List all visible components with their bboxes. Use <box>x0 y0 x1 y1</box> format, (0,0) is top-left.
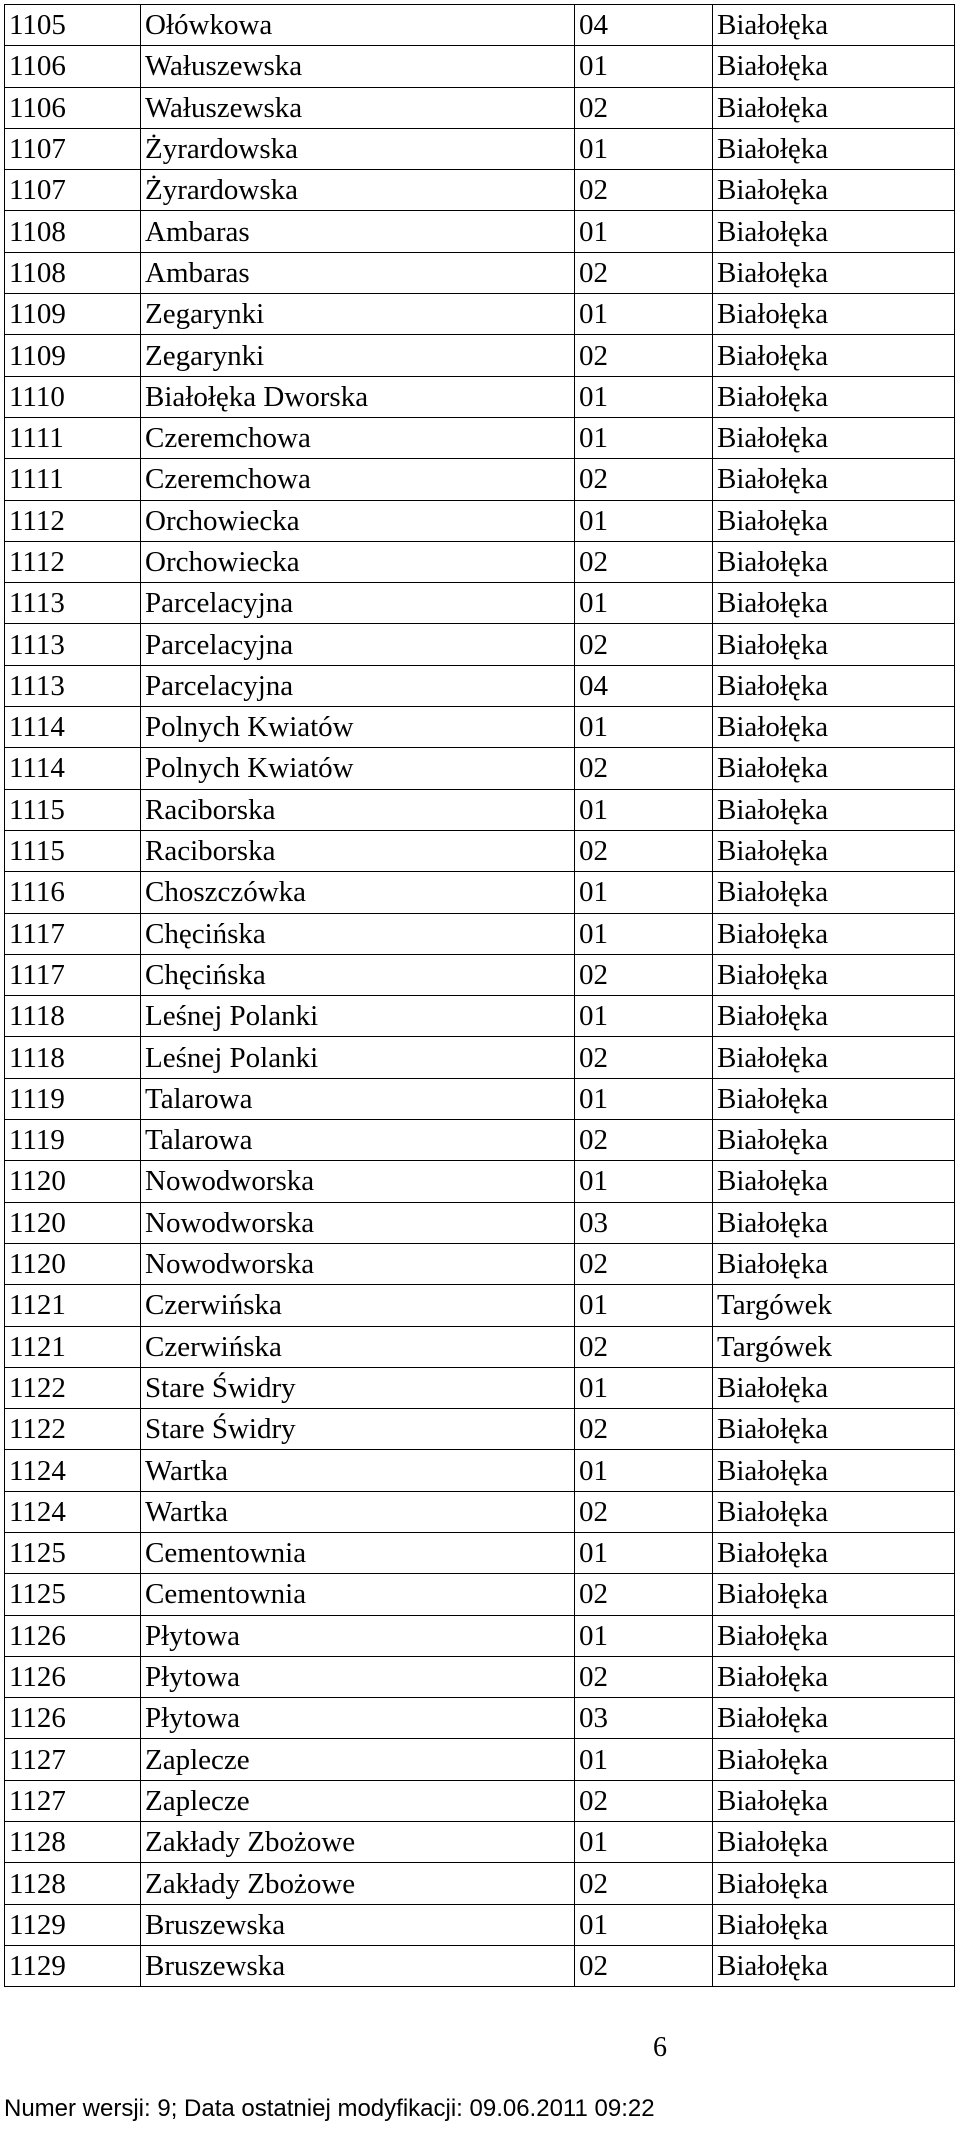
district-cell: Białołęka <box>713 583 955 624</box>
stop-code-cell: 1113 <box>5 583 141 624</box>
street-name-cell: Chęcińska <box>141 954 575 995</box>
post-number-cell: 01 <box>575 1532 713 1573</box>
district-cell: Białołęka <box>713 170 955 211</box>
stop-code-cell: 1124 <box>5 1450 141 1491</box>
stop-code-cell: 1108 <box>5 252 141 293</box>
stop-code-cell: 1125 <box>5 1532 141 1573</box>
stop-code-cell: 1109 <box>5 335 141 376</box>
table-row <box>5 1822 955 1863</box>
post-number-cell: 01 <box>575 1450 713 1491</box>
table-row <box>5 1450 955 1491</box>
post-number-cell: 01 <box>575 583 713 624</box>
district-cell: Białołęka <box>713 5 955 46</box>
stop-code-cell: 1114 <box>5 707 141 748</box>
street-name-cell: Bruszewska <box>141 1904 575 1945</box>
table-row <box>5 954 955 995</box>
street-name-cell: Płytowa <box>141 1615 575 1656</box>
stop-code-cell: 1107 <box>5 128 141 169</box>
stop-code-cell: 1115 <box>5 830 141 871</box>
post-number-cell: 02 <box>575 1409 713 1450</box>
stop-code-cell: 1109 <box>5 294 141 335</box>
street-name-cell: Wartka <box>141 1491 575 1532</box>
post-number-cell: 01 <box>575 1367 713 1408</box>
district-cell: Białołęka <box>713 624 955 665</box>
street-name-cell: Płytowa <box>141 1656 575 1697</box>
district-cell: Białołęka <box>713 1243 955 1284</box>
stop-code-cell: 1125 <box>5 1574 141 1615</box>
post-number-cell: 01 <box>575 128 713 169</box>
table-row <box>5 87 955 128</box>
street-name-cell: Zakłady Zbożowe <box>141 1822 575 1863</box>
street-name-cell: Leśnej Polanki <box>141 996 575 1037</box>
post-number-cell: 01 <box>575 913 713 954</box>
street-name-cell: Zakłady Zbożowe <box>141 1863 575 1904</box>
district-cell: Białołęka <box>713 1037 955 1078</box>
stop-code-cell: 1127 <box>5 1739 141 1780</box>
post-number-cell: 01 <box>575 996 713 1037</box>
district-cell: Białołęka <box>713 252 955 293</box>
post-number-cell: 03 <box>575 1202 713 1243</box>
table-row <box>5 665 955 706</box>
post-number-cell: 01 <box>575 46 713 87</box>
post-number-cell: 02 <box>575 252 713 293</box>
street-name-cell: Raciborska <box>141 830 575 871</box>
district-cell: Białołęka <box>713 128 955 169</box>
street-name-cell: Czeremchowa <box>141 459 575 500</box>
district-cell: Białołęka <box>713 1078 955 1119</box>
street-name-cell: Talarowa <box>141 1078 575 1119</box>
stop-code-cell: 1129 <box>5 1904 141 1945</box>
street-name-cell: Stare Świdry <box>141 1367 575 1408</box>
table-row <box>5 624 955 665</box>
street-name-cell: Orchowiecka <box>141 500 575 541</box>
stop-code-cell: 1120 <box>5 1202 141 1243</box>
post-number-cell: 02 <box>575 1780 713 1821</box>
district-cell: Białołęka <box>713 376 955 417</box>
district-cell: Białołęka <box>713 459 955 500</box>
post-number-cell: 02 <box>575 335 713 376</box>
table-row <box>5 1037 955 1078</box>
table-row <box>5 252 955 293</box>
district-cell: Białołęka <box>713 1532 955 1573</box>
district-cell: Białołęka <box>713 1367 955 1408</box>
district-cell: Białołęka <box>713 1656 955 1697</box>
table-row <box>5 1739 955 1780</box>
street-name-cell: Żyrardowska <box>141 170 575 211</box>
post-number-cell: 02 <box>575 1574 713 1615</box>
table-row <box>5 500 955 541</box>
stop-code-cell: 1115 <box>5 789 141 830</box>
district-cell: Białołęka <box>713 1615 955 1656</box>
table-row <box>5 1326 955 1367</box>
district-cell: Białołęka <box>713 707 955 748</box>
table-row <box>5 789 955 830</box>
street-name-cell: Zaplecze <box>141 1780 575 1821</box>
post-number-cell: 02 <box>575 1491 713 1532</box>
post-number-cell: 01 <box>575 1285 713 1326</box>
table-row <box>5 1532 955 1573</box>
street-name-cell: Polnych Kwiatów <box>141 707 575 748</box>
street-name-cell: Nowodworska <box>141 1202 575 1243</box>
street-name-cell: Orchowiecka <box>141 541 575 582</box>
stop-code-cell: 1118 <box>5 1037 141 1078</box>
district-cell: Białołęka <box>713 335 955 376</box>
street-name-cell: Raciborska <box>141 789 575 830</box>
district-cell: Białołęka <box>713 1904 955 1945</box>
post-number-cell: 01 <box>575 872 713 913</box>
district-cell: Białołęka <box>713 294 955 335</box>
district-cell: Białołęka <box>713 913 955 954</box>
table-row <box>5 707 955 748</box>
stop-code-cell: 1112 <box>5 500 141 541</box>
table-row <box>5 1863 955 1904</box>
post-number-cell: 01 <box>575 1161 713 1202</box>
street-name-cell: Ambaras <box>141 252 575 293</box>
table-row <box>5 1780 955 1821</box>
post-number-cell: 01 <box>575 1078 713 1119</box>
district-cell: Targówek <box>713 1285 955 1326</box>
table-row <box>5 1945 955 1986</box>
stop-code-cell: 1120 <box>5 1161 141 1202</box>
table-row <box>5 1367 955 1408</box>
table-row <box>5 1656 955 1697</box>
district-cell: Białołęka <box>713 1409 955 1450</box>
post-number-cell: 02 <box>575 1656 713 1697</box>
table-row <box>5 128 955 169</box>
street-name-cell: Czeremchowa <box>141 417 575 458</box>
table-row <box>5 46 955 87</box>
table-row <box>5 1574 955 1615</box>
post-number-cell: 01 <box>575 1822 713 1863</box>
table-row <box>5 1161 955 1202</box>
district-cell: Białołęka <box>713 748 955 789</box>
street-name-cell: Cementownia <box>141 1574 575 1615</box>
street-name-cell: Ambaras <box>141 211 575 252</box>
table-row <box>5 583 955 624</box>
district-cell: Białołęka <box>713 1202 955 1243</box>
street-name-cell: Zegarynki <box>141 335 575 376</box>
stop-code-cell: 1108 <box>5 211 141 252</box>
street-name-cell: Parcelacyjna <box>141 665 575 706</box>
table-row <box>5 541 955 582</box>
street-name-cell: Ołówkowa <box>141 5 575 46</box>
post-number-cell: 01 <box>575 1739 713 1780</box>
post-number-cell: 02 <box>575 748 713 789</box>
table-row <box>5 294 955 335</box>
stop-code-cell: 1128 <box>5 1863 141 1904</box>
district-cell: Białołęka <box>713 500 955 541</box>
post-number-cell: 01 <box>575 376 713 417</box>
street-name-cell: Nowodworska <box>141 1161 575 1202</box>
post-number-cell: 02 <box>575 541 713 582</box>
post-number-cell: 02 <box>575 1120 713 1161</box>
post-number-cell: 02 <box>575 170 713 211</box>
table-row <box>5 1491 955 1532</box>
district-cell: Białołęka <box>713 1739 955 1780</box>
stop-code-cell: 1107 <box>5 170 141 211</box>
street-name-cell: Choszczówka <box>141 872 575 913</box>
district-cell: Białołęka <box>713 954 955 995</box>
district-cell: Białołęka <box>713 1120 955 1161</box>
stop-code-cell: 1111 <box>5 459 141 500</box>
table-row <box>5 1615 955 1656</box>
table-row <box>5 1409 955 1450</box>
stop-code-cell: 1121 <box>5 1285 141 1326</box>
page-number: 6 <box>653 2032 667 2063</box>
street-name-cell: Zaplecze <box>141 1739 575 1780</box>
district-cell: Białołęka <box>713 1780 955 1821</box>
post-number-cell: 01 <box>575 1615 713 1656</box>
post-number-cell: 02 <box>575 1037 713 1078</box>
street-name-cell: Cementownia <box>141 1532 575 1573</box>
district-cell: Białołęka <box>713 1863 955 1904</box>
stop-code-cell: 1113 <box>5 624 141 665</box>
post-number-cell: 02 <box>575 87 713 128</box>
district-cell: Białołęka <box>713 872 955 913</box>
district-cell: Białołęka <box>713 1161 955 1202</box>
table-row <box>5 211 955 252</box>
stop-code-cell: 1112 <box>5 541 141 582</box>
post-number-cell: 01 <box>575 789 713 830</box>
post-number-cell: 02 <box>575 830 713 871</box>
street-name-cell: Leśnej Polanki <box>141 1037 575 1078</box>
street-name-cell: Płytowa <box>141 1698 575 1739</box>
stop-code-cell: 1117 <box>5 913 141 954</box>
stop-code-cell: 1122 <box>5 1409 141 1450</box>
post-number-cell: 02 <box>575 459 713 500</box>
district-cell: Białołęka <box>713 417 955 458</box>
post-number-cell: 01 <box>575 500 713 541</box>
table-row <box>5 5 955 46</box>
district-cell: Białołęka <box>713 1491 955 1532</box>
post-number-cell: 02 <box>575 1945 713 1986</box>
table-row <box>5 996 955 1037</box>
post-number-cell: 02 <box>575 1863 713 1904</box>
street-name-cell: Bruszewska <box>141 1945 575 1986</box>
post-number-cell: 02 <box>575 624 713 665</box>
post-number-cell: 04 <box>575 5 713 46</box>
stop-code-cell: 1129 <box>5 1945 141 1986</box>
stop-code-cell: 1121 <box>5 1326 141 1367</box>
district-cell: Białołęka <box>713 996 955 1037</box>
stop-code-cell: 1120 <box>5 1243 141 1284</box>
district-cell: Białołęka <box>713 830 955 871</box>
post-number-cell: 02 <box>575 954 713 995</box>
street-name-cell: Czerwińska <box>141 1285 575 1326</box>
post-number-cell: 01 <box>575 417 713 458</box>
stop-code-cell: 1127 <box>5 1780 141 1821</box>
post-number-cell: 01 <box>575 1904 713 1945</box>
stop-code-cell: 1126 <box>5 1615 141 1656</box>
table-row <box>5 1243 955 1284</box>
stop-code-cell: 1118 <box>5 996 141 1037</box>
street-name-cell: Parcelacyjna <box>141 624 575 665</box>
district-cell: Białołęka <box>713 541 955 582</box>
stop-code-cell: 1126 <box>5 1698 141 1739</box>
post-number-cell: 03 <box>575 1698 713 1739</box>
street-name-cell: Chęcińska <box>141 913 575 954</box>
street-name-cell: Wartka <box>141 1450 575 1491</box>
street-name-cell: Zegarynki <box>141 294 575 335</box>
table-row <box>5 1698 955 1739</box>
table-row <box>5 1285 955 1326</box>
street-name-cell: Żyrardowska <box>141 128 575 169</box>
district-cell: Białołęka <box>713 211 955 252</box>
district-cell: Białołęka <box>713 789 955 830</box>
street-name-cell: Nowodworska <box>141 1243 575 1284</box>
stop-code-cell: 1116 <box>5 872 141 913</box>
stop-code-cell: 1126 <box>5 1656 141 1697</box>
stop-code-cell: 1122 <box>5 1367 141 1408</box>
table-row <box>5 748 955 789</box>
stop-code-cell: 1105 <box>5 5 141 46</box>
district-cell: Białołęka <box>713 87 955 128</box>
version-footer: Numer wersji: 9; Data ostatniej modyfikacji: 09.06.2011 09:22 <box>4 2095 655 2122</box>
district-cell: Białołęka <box>713 1574 955 1615</box>
table-row <box>5 376 955 417</box>
district-cell: Białołęka <box>713 1822 955 1863</box>
table-row <box>5 1904 955 1945</box>
street-name-cell: Polnych Kwiatów <box>141 748 575 789</box>
stop-code-cell: 1110 <box>5 376 141 417</box>
post-number-cell: 02 <box>575 1326 713 1367</box>
table-row <box>5 417 955 458</box>
street-name-cell: Czerwińska <box>141 1326 575 1367</box>
district-cell: Białołęka <box>713 1945 955 1986</box>
stop-code-cell: 1113 <box>5 665 141 706</box>
post-number-cell: 01 <box>575 211 713 252</box>
stop-code-cell: 1106 <box>5 46 141 87</box>
stop-code-cell: 1119 <box>5 1120 141 1161</box>
stops-table-body <box>5 5 955 1987</box>
district-cell: Białołęka <box>713 665 955 706</box>
table-row <box>5 335 955 376</box>
table-row <box>5 1120 955 1161</box>
stop-code-cell: 1114 <box>5 748 141 789</box>
stop-code-cell: 1124 <box>5 1491 141 1532</box>
stop-code-cell: 1111 <box>5 417 141 458</box>
table-row <box>5 913 955 954</box>
stop-code-cell: 1119 <box>5 1078 141 1119</box>
table-row <box>5 1202 955 1243</box>
street-name-cell: Talarowa <box>141 1120 575 1161</box>
table-row <box>5 459 955 500</box>
table-row <box>5 830 955 871</box>
stop-code-cell: 1128 <box>5 1822 141 1863</box>
stop-code-cell: 1106 <box>5 87 141 128</box>
street-name-cell: Wałuszewska <box>141 46 575 87</box>
post-number-cell: 02 <box>575 1243 713 1284</box>
post-number-cell: 01 <box>575 707 713 748</box>
district-cell: Białołęka <box>713 1450 955 1491</box>
street-name-cell: Parcelacyjna <box>141 583 575 624</box>
district-cell: Białołęka <box>713 1698 955 1739</box>
stop-code-cell: 1117 <box>5 954 141 995</box>
district-cell: Białołęka <box>713 46 955 87</box>
street-name-cell: Wałuszewska <box>141 87 575 128</box>
street-name-cell: Białołęka Dworska <box>141 376 575 417</box>
table-row <box>5 1078 955 1119</box>
table-row <box>5 872 955 913</box>
district-cell: Targówek <box>713 1326 955 1367</box>
post-number-cell: 04 <box>575 665 713 706</box>
post-number-cell: 01 <box>575 294 713 335</box>
table-row <box>5 170 955 211</box>
stops-table <box>4 4 955 1987</box>
street-name-cell: Stare Świdry <box>141 1409 575 1450</box>
